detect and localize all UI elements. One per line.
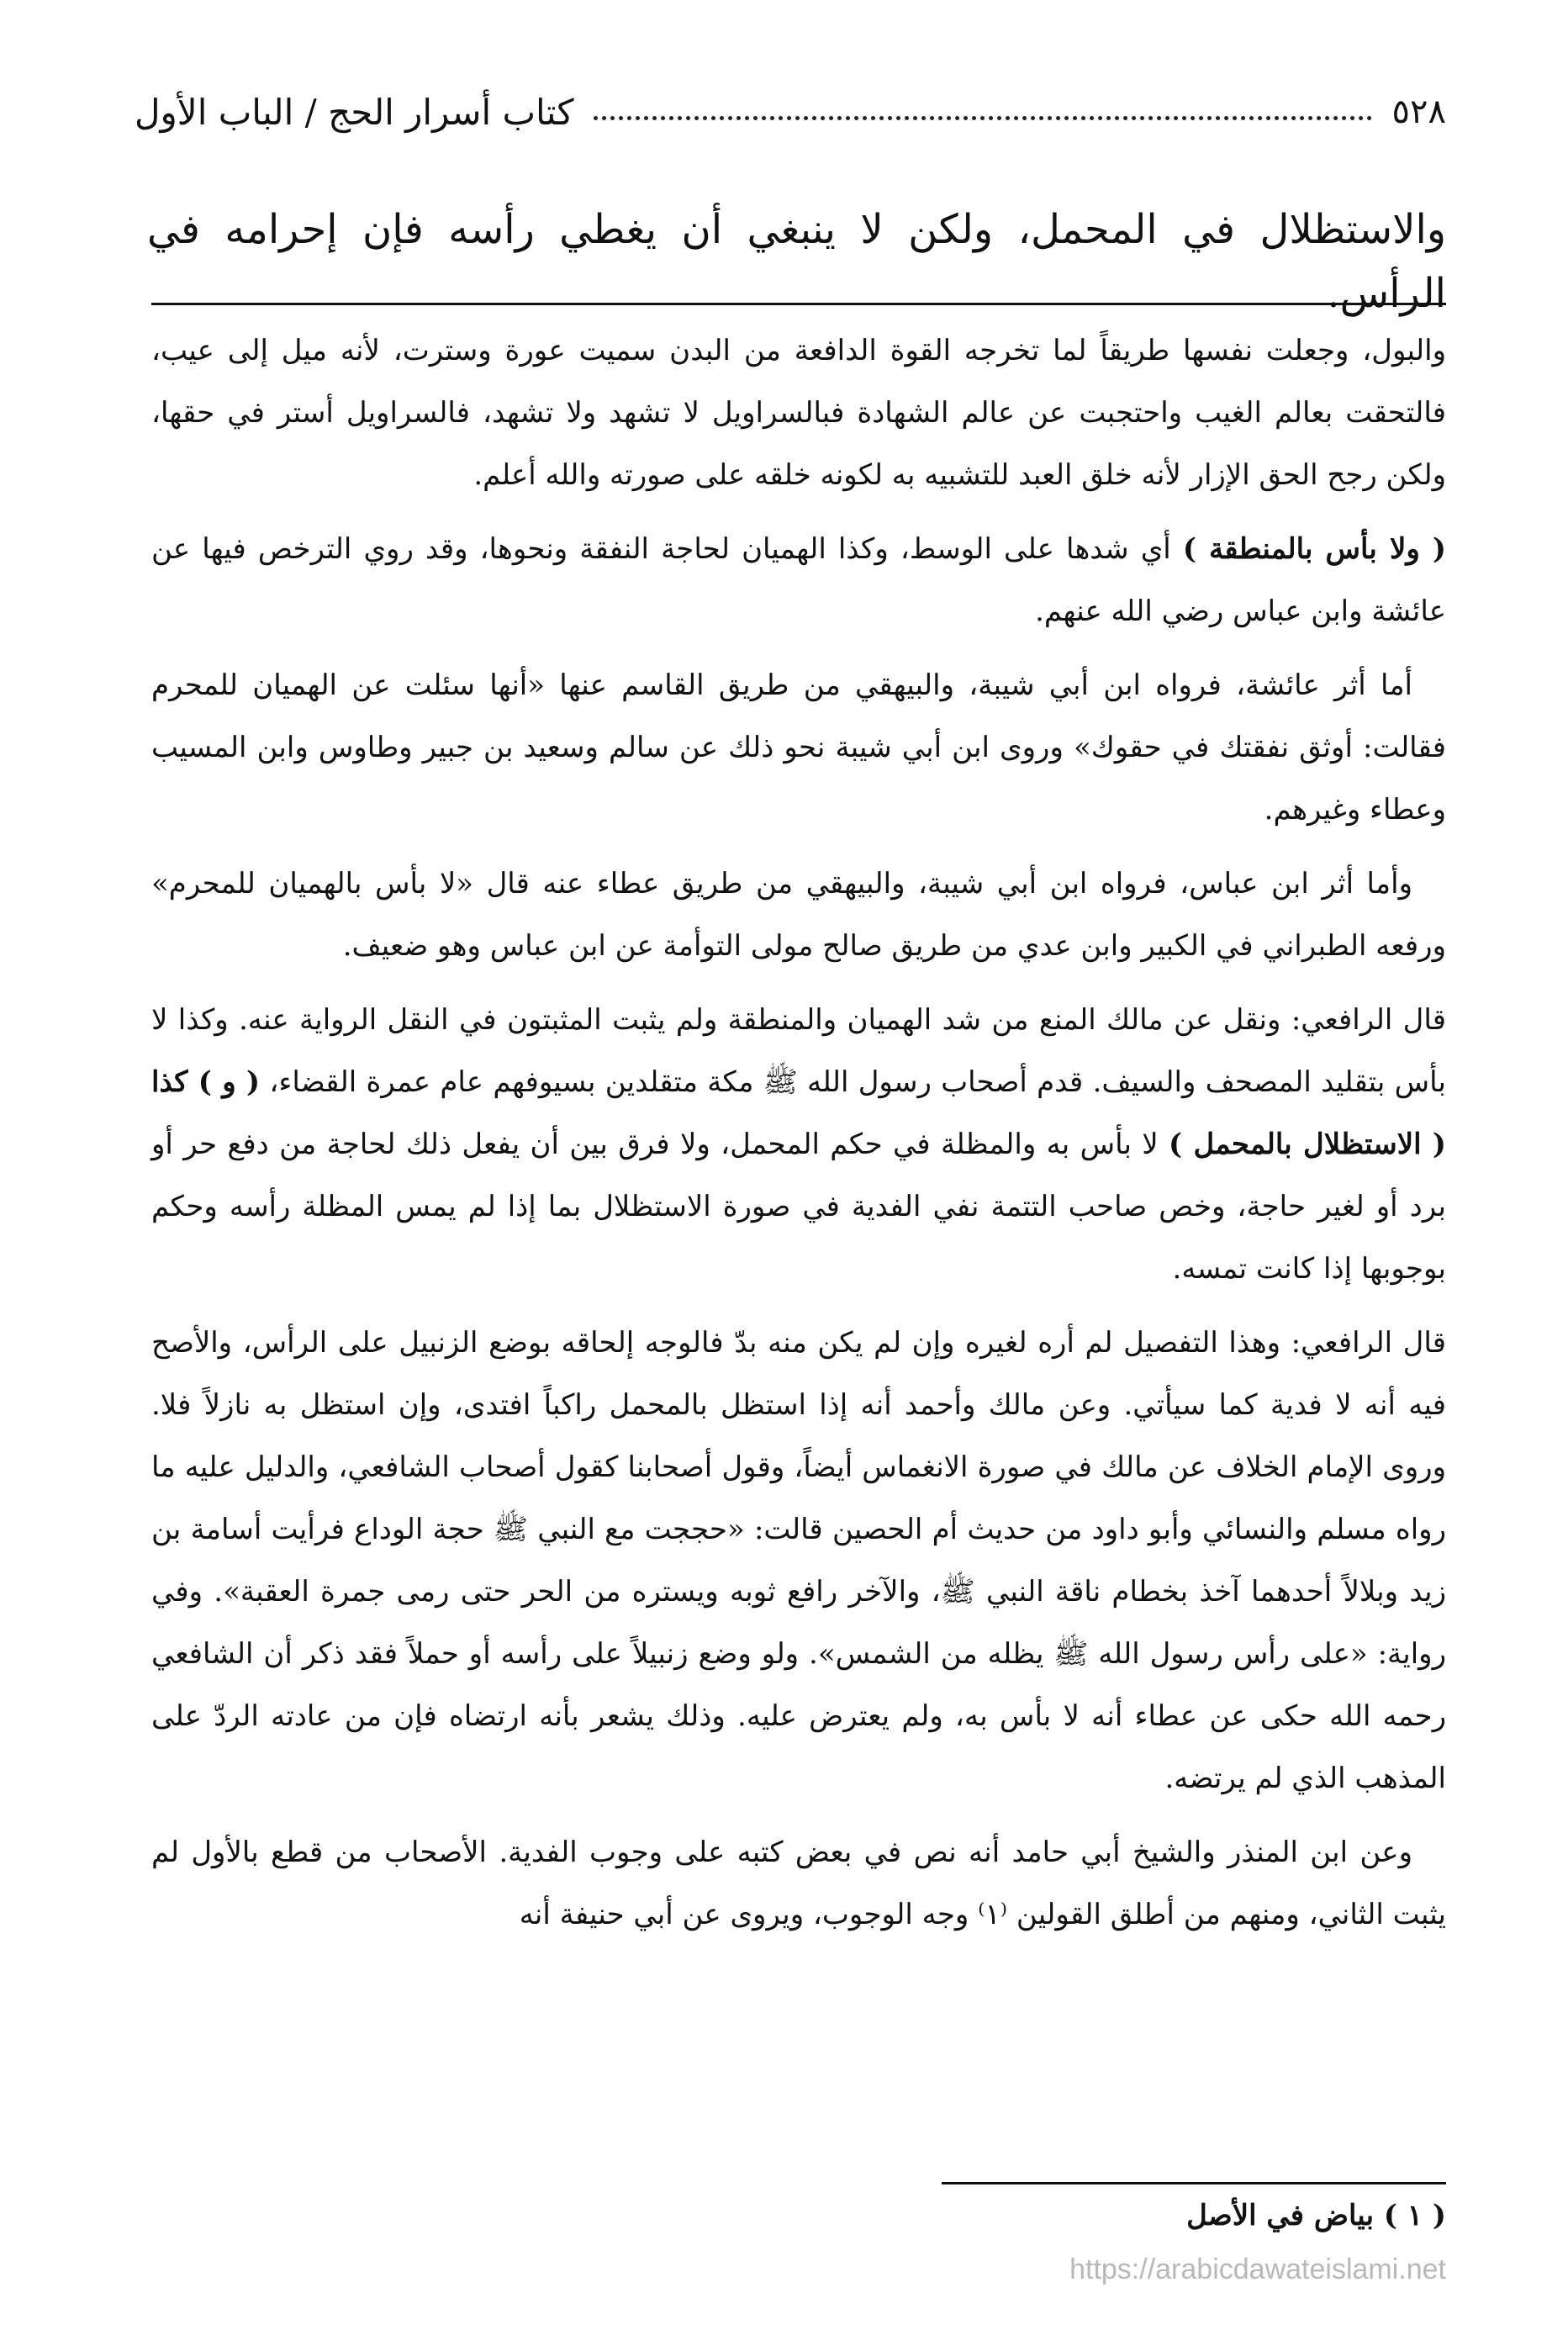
main-text-line: والاستظلال في المحمل، ولكن لا ينبغي أن يغطي رأسه فإن إحرامه في الرأس. [147,206,1446,317]
commentary-paragraph: قال الرافعي: وهذا التفصيل لم أره لغيره وإن لم يكن منه بدّ فالوجه إلحاقه بوضع الزنبيل على الرأس، والأصح فيه أنه لا فدية كما سيأتي. وعن مالك وأحمد أنه إذا استظل بالمحمل راكباً افتدى، وإن استظل به نازلاً فلا. وروى الإمام الخلاف عن مالك في صورة الانغماس أيضاً، وقول أصحابنا كقول أصحاب الشافعي، والدليل عليه ما رواه مسلم والنسائي وأبو داود من حديث أم الحصين قالت: «حججت مع النبي ﷺ حجة الوداع فرأيت أسامة بن زيد وبلالاً أحدهما آخذ بخطام ناقة النبي ﷺ، والآخر رافع ثوبه ويستره من الحر حتى رمى جمرة العقبة». وفي رواية: «على رأس رسول الله ﷺ يظله من الشمس». ولو وضع زنبيلاً على رأسه أو حملاً فقد ذكر أن الشافعي رحمه الله حكى عن عطاء أنه لا بأس به، ولم يعترض عليه. وذلك يشعر بأنه ارتضاه فإن من عادته الردّ على المذهب الذي لم يرتضه. [151,1326,1446,1795]
header-dotted-leader [594,104,1371,120]
commentary-paragraph: وعن ابن المنذر والشيخ أبي حامد أنه نص في بعض كتبه على وجوب الفدية. الأصحاب من قطع بالأول لم يثبت الثاني، ومنهم من أطلق القولين ⁽١⁾ وجه الوجوب، ويروى عن أبي حنيفة أنه [151,1836,1446,1931]
commentary-paragraph: وأما أثر ابن عباس، فرواه ابن أبي شيبة، والبيهقي من طريق عطاء عنه قال «لا بأس بالهميان للمحرم» ورفعه الطبراني في الكبير وابن عدي من طريق صالح مولى التوأمة عن ابن عباس وهو ضعيف. [151,867,1446,963]
commentary-text: لا بأس به والمظلة في حكم المحمل، ولا فرق بين أن يفعل ذلك لحاجة من دفع حر أو برد أو لغير حاجة، وخص صاحب التتمة نفي الفدية في صورة الاستظلال بما إذا لم يمس المظلة رأسه وحكم بوجوبها إذا كانت تمسه. [151,1128,1446,1286]
footnote-divider [942,2182,1446,2184]
commentary-body [151,320,1446,1957]
quoted-matn: ( و ) كذا ( الاستظلال بالمحمل ) [151,1065,1446,1161]
commentary-text: قال الرافعي: ونقل عن مالك المنع من شد الهميان والمنطقة ولم يثبت المثبتون في النقل الرواية عنه. وكذا لا بأس بتقليد المصحف والسيف. قدم أصحاب رسول الله ﷺ مكة متقلدين بسيوفهم عام عمرة القضاء، [151,1003,1446,1099]
commentary-paragraph: أما أثر عائشة، فرواه ابن أبي شيبة، والبيهقي من طريق القاسم عنها «أنها سئلت عن الهميان للمحرم فقالت: أوثق نفقتك في حقوك» وروى ابن أبي شيبة نحو ذلك عن سالم وسعيد بن جبير وطاوس وابن المسيب وعطاء وغيرهم. [151,668,1446,827]
page-header [135,82,1446,141]
footnote: ( ١ ) بياض في الأصل [1186,2199,1446,2232]
commentary-paragraph [151,989,1446,1300]
main-text-divider [151,303,1446,305]
commentary-text: أي شدها على الوسط، وكذا الهميان لحاجة النفقة ونحوها، وقد روي الترخص فيها عن عائشة وابن عباس رضي الله عنهم. [151,532,1446,628]
running-title: كتاب أسرار الحج / الباب الأول [135,91,574,133]
watermark-url: https://arabicdawateislami.net [1069,2253,1446,2285]
page-number: ٥٢٨ [1391,92,1446,131]
commentary-paragraph: والبول، وجعلت نفسها طريقاً لما تخرجه القوة الدافعة من البدن سميت عورة وسترت، لأنه ميل إلى عيب، فالتحقت بعالم الغيب واحتجبت عن عالم الشهادة فبالسراويل لا تشهد ولا تشهد، فالسراويل أستر في حقها، ولكن رجح الحق الإزار لأنه خلق العبد للتشبيه به لكونه خلقه على صورته والله أعلم. [151,334,1446,492]
quoted-matn: ( ولا بأس بالمنطقة ) [1182,532,1446,566]
commentary-paragraph [151,518,1446,642]
